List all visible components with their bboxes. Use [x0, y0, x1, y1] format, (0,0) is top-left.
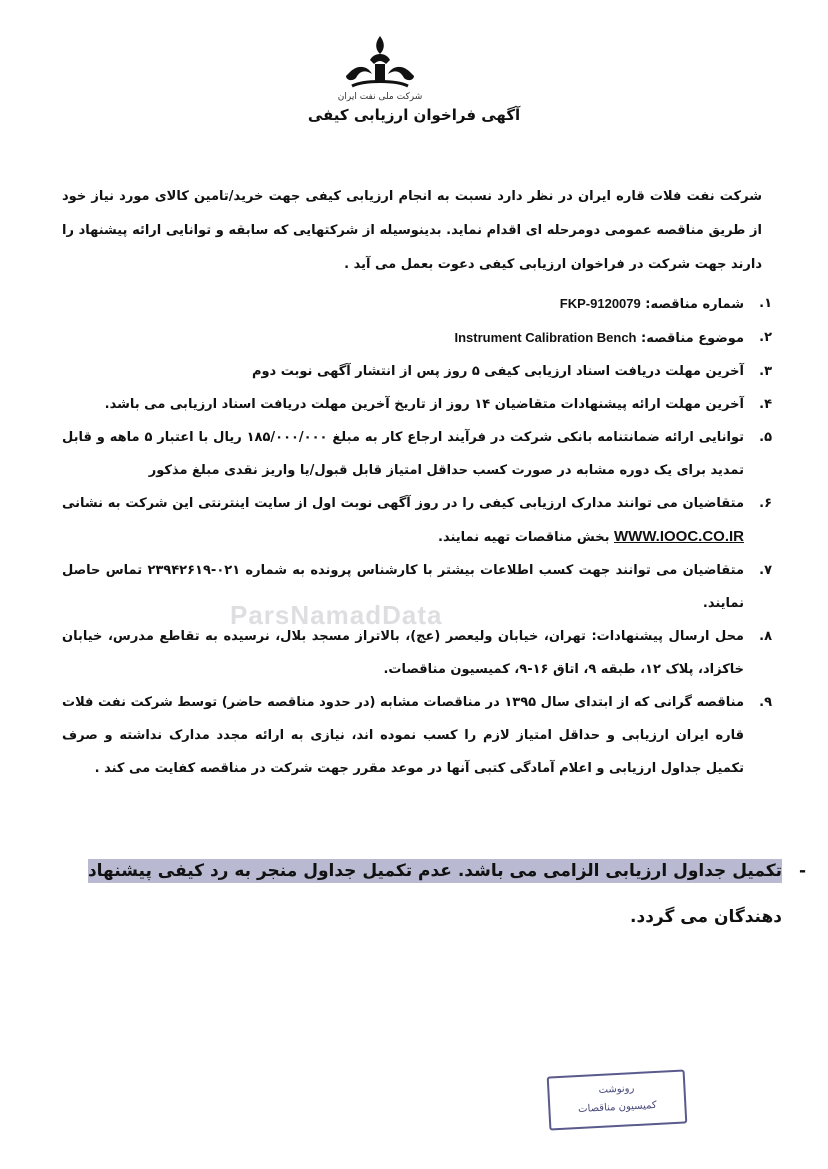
item-text: آخرین مهلت دریافت اسناد ارزیابی کیفی ۵ روز پس از انتشار آگهی نوبت دوم [251, 364, 744, 379]
tender-subject: Instrument Calibration Bench [454, 330, 637, 345]
item-number: ۹. [759, 695, 772, 710]
list-item [62, 487, 772, 554]
item-number: ۴. [759, 397, 772, 412]
list-item [62, 388, 772, 421]
item-number: ۸. [759, 629, 772, 644]
item-number: ۲. [759, 330, 772, 345]
list-item [62, 421, 772, 487]
page-title: آگهی فراخوان ارزیابی کیفی [307, 106, 521, 124]
item-label: شماره مناقصه: [645, 297, 744, 312]
item-number: ۵. [759, 430, 772, 445]
item-text: محل ارسال پیشنهادات: تهران، خیابان ولیعصر (عج)، بالاتراز مسجد بلال، نرسیده به تقاطع مدرس، خیابان خاکزاد، پلاک ۱۲، طبقه ۹، اتاق ۱۶-۹، کمیسیون مناقصات. [62, 629, 744, 677]
item-text: توانایی ارائه ضمانتنامه بانکی شرکت در فرآیند ارجاع کار به مبلغ ۱۸۵/۰۰۰/۰۰۰ ریال با اعتبار ۵ ماهه و قابل تمدید برای یک دوره مشابه در صورت کسب حداقل امتیاز قابل قبول/یا واریز نقدی مبلغ مذکور [62, 430, 744, 478]
stamp-line-1: رونوشت [598, 1083, 635, 1096]
list-item [62, 686, 772, 785]
stamp [547, 1069, 688, 1130]
tender-number: FKP-9120079 [559, 296, 641, 311]
item-text: متقاضیان می توانند مدارک ارزیابی کیفی را در روز آگهی نوبت اول از سایت اینترنتی این شرکت به نشانی [62, 496, 744, 511]
item-text: مناقصه گرانی که از ابتدای سال ۱۳۹۵ در مناقصات مشابه (در حدود مناقصه حاضر) توسط شرکت نفت فلات قاره ایران ارزیابی و حداقل امتیاز لازم را کسب نموده اند، نیازی به ارائه مجدد مدارک نداشته و صرف تکمیل جداول ارزیابی و اعلام آمادگی کتبی آنها در موعد مقرر جهت شرکت در مناقصه کفایت می کند . [62, 695, 744, 776]
intro-paragraph: شرکت نفت فلات قاره ایران در نظر دارد نسبت به انجام ارزیابی کیفی جهت خرید/تامین کالای مورد نیاز خود از طریق مناقصه عمومی دومرحله ای اقدام نماید. بدینوسیله از شرکتهایی که سابقه و توانایی ارائه پیشنهاد را دارند جهت شرکت در فراخوان ارزیابی کیفی دعوت بعمل می آید . [62, 189, 762, 272]
note-highlighted-text: تکمیل جداول ارزیابی الزامی می باشد. عدم تکمیل جداول منجر به رد کیفی پیشنهاد [87, 861, 782, 881]
watermark: ParsNamadData [230, 600, 443, 630]
item-number: ۷. [759, 563, 772, 578]
stamp-line-2: کمیسیون مناقصات [577, 1099, 657, 1116]
list-item [62, 287, 772, 321]
website-link[interactable]: WWW.IOOC.CO.IR [614, 528, 744, 545]
item-number: ۳. [759, 364, 772, 379]
items-list [62, 287, 772, 785]
item-text: متقاضیان می توانند جهت کسب اطلاعات بیشتر با کارشناس پرونده به شماره ۰۲۱-۲۳۹۴۲۶۱۹ تماس حاصل نمایند. [62, 563, 745, 611]
mandatory-note [70, 848, 806, 940]
logo-subtext: شرکت ملی نفت ایران [337, 92, 423, 102]
item-text: آخرین مهلت ارائه پیشنهادات متقاضیان ۱۴ روز از تاریخ آخرین مهلت دریافت اسناد ارزیابی می باشد. [104, 397, 744, 412]
list-item [62, 321, 772, 355]
item-number: ۶. [759, 496, 772, 511]
list-item [62, 355, 772, 388]
item-number: ۱. [759, 296, 772, 311]
item-label: موضوع مناقصه: [641, 331, 744, 346]
note-text: دهندگان می گردد. [630, 907, 782, 927]
item-text: بخش مناقصات تهیه نمایند. [438, 530, 610, 545]
note-dash: - [798, 861, 806, 881]
